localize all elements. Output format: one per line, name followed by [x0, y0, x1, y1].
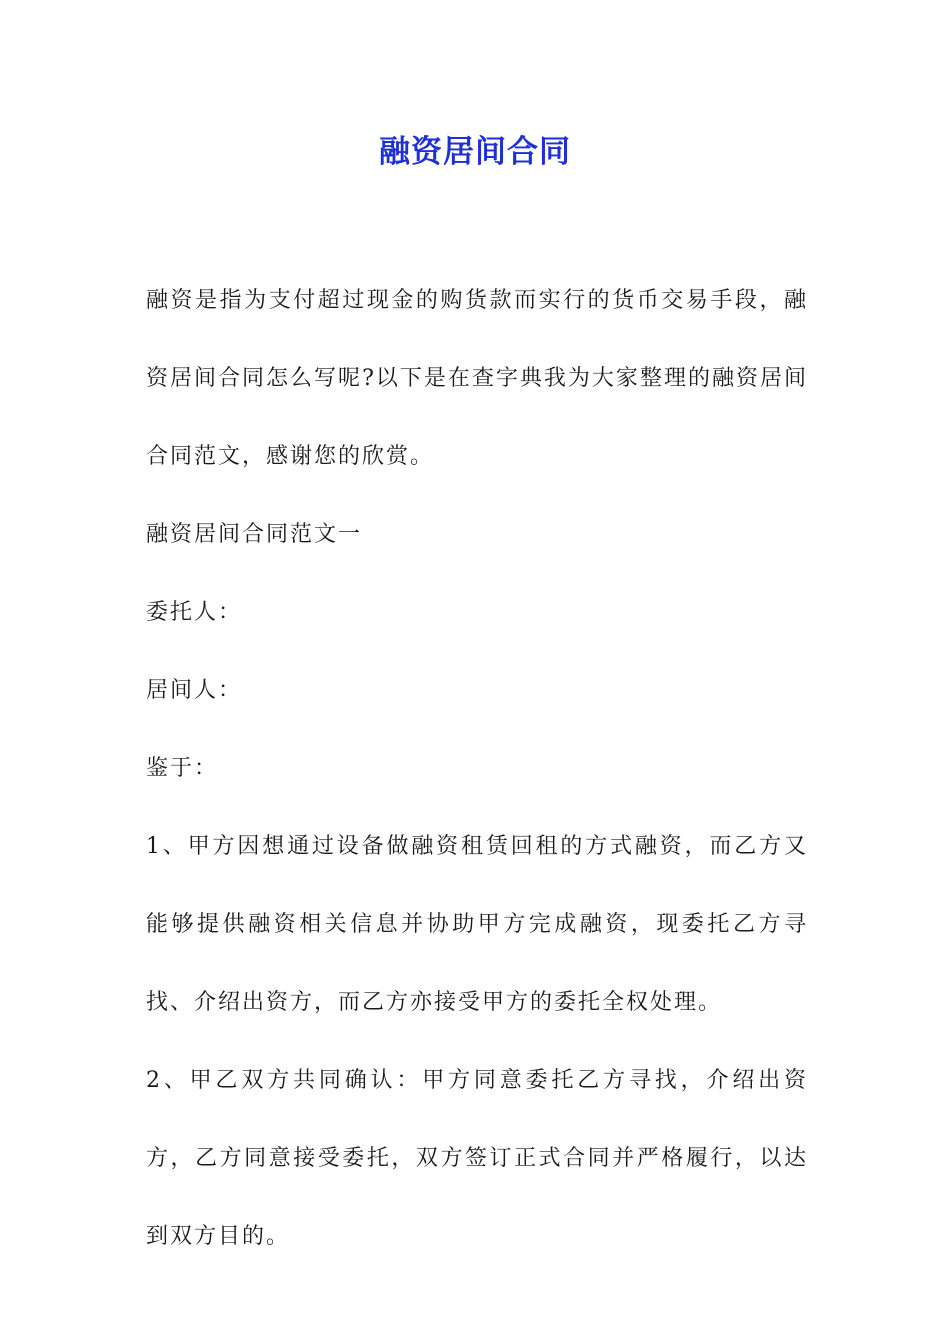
- intermediary-line: 居间人：: [146, 678, 243, 703]
- intro-paragraph: 融资是指为支付超过现金的购货款而实行的货币交易手段，融资居间合同怎么写呢?以下是在查字典我为大家整理的融资居间合同范文，感谢您的欣赏。: [146, 288, 808, 469]
- document-body: [146, 262, 808, 1276]
- clause-2-paragraph: 2、甲乙双方共同确认：甲方同意委托乙方寻找，介绍出资方，乙方同意接受委托，双方签订正式合同并严格履行，以达到双方目的。: [146, 1068, 808, 1249]
- clause-1-paragraph: 1、甲方因想通过设备做融资租赁回租的方式融资，而乙方又能够提供融资相关信息并协助甲方完成融资，现委托乙方寻找、介绍出资方，而乙方亦接受甲方的委托全权处理。: [146, 834, 808, 1015]
- section-heading: 融资居间合同范文一: [146, 522, 363, 547]
- principal-line: 委托人：: [146, 600, 243, 625]
- document-title: 融资居间合同: [379, 134, 571, 170]
- whereas-line: 鉴于：: [146, 756, 219, 781]
